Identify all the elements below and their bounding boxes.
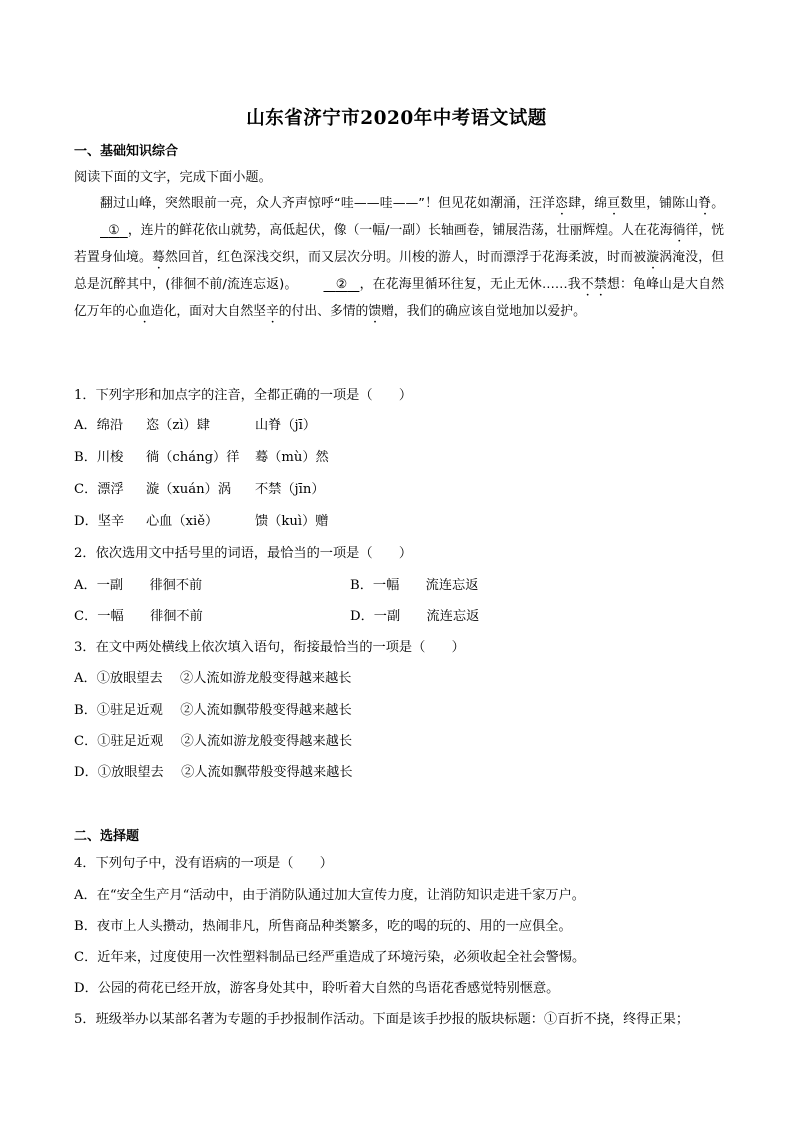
- passage-text: 涡淹没，但总是沉醉其中，(徘徊不前/流连忘返)。: [74, 250, 725, 292]
- dotted-char: 恣: [555, 196, 569, 211]
- question-1-stem: 1．下列字形和加点字的注音，全都正确的一项是（ ）: [74, 388, 413, 403]
- q4-option-c: C．近年来，过度使用一次性塑料制品已经严重造成了环境污染，必须收起全社会警惕。: [74, 950, 586, 965]
- q2-option-c: C．一幅 徘徊不前: [74, 609, 203, 624]
- passage-text: 数里，铺陈山: [620, 196, 699, 211]
- passage-text: ，在花海里循环往复，无止无休……我: [359, 277, 581, 292]
- q1-option-b-label: B．川梭: [74, 450, 124, 465]
- q3-option-d: D．①放眼望去 ②人流如飘带般变得越来越长: [74, 765, 353, 780]
- q1-option-a-item2: 恣（zì）肆: [146, 418, 210, 433]
- question-3-stem: 3．在文中两处横线上依次填入语句，衔接最恰当的一项是（ ）: [74, 640, 465, 655]
- q1-option-c-item2: 漩（xuán）涡: [146, 482, 232, 497]
- q1-option-d-item3: 馈（kuì）赠: [255, 514, 329, 529]
- q3-option-a: A．①放眼望去 ②人流如游龙般变得越来越长: [74, 671, 352, 686]
- dotted-char: 血: [137, 304, 151, 319]
- section-heading-basic: 一、基础知识综合: [74, 144, 179, 159]
- dotted-char: 脊: [698, 196, 712, 211]
- dotted-char: 亘: [607, 196, 621, 211]
- question-2-stem: 2．依次选用文中括号里的词语，最恰当的一项是（ ）: [74, 546, 413, 561]
- q3-option-b: B．①驻足近观 ②人流如飘带般变得越来越长: [74, 703, 352, 718]
- passage-text: 造化，面对大自然坚: [150, 304, 266, 319]
- reading-instruction: 阅读下面的文字，完成下面小题。: [74, 170, 272, 185]
- q3-option-c: C．①驻足近观 ②人流如游龙般变得越来越长: [74, 734, 353, 749]
- blank-1: ①: [108, 223, 120, 238]
- dotted-char: 馈: [368, 304, 382, 319]
- q2-option-a: A．一副 徘徊不前: [74, 578, 203, 593]
- passage-text: 想：龟峰山是大自然亿万年的心: [74, 277, 725, 319]
- q1-option-c-item3: 不禁（jīn）: [255, 482, 325, 497]
- q1-option-d-item2: 心血（xiě）: [146, 514, 219, 529]
- dotted-char: 不禁: [580, 277, 607, 292]
- dotted-char: 辛: [265, 304, 279, 319]
- q2-option-b: B．一幅 流连忘返: [350, 578, 479, 593]
- q4-option-d: D．公园的荷花已经开放，游客身处其中，聆听着大自然的鸟语花香感觉特别惬意。: [74, 981, 560, 996]
- passage-text: 。: [711, 196, 725, 211]
- question-5-stem: 5．班级举办以某部名著为专题的手抄报制作活动。下面是该手抄报的版块标题：①百折不挠，终得正果；: [74, 1012, 690, 1027]
- reading-passage: [74, 191, 724, 326]
- q1-option-d-label: D．坚辛: [74, 514, 125, 529]
- passage-text: 肆，绵: [568, 196, 608, 211]
- dotted-char: 徜: [672, 223, 686, 238]
- passage-text: 的付出、多情的: [278, 304, 369, 319]
- q4-option-a: A．在“安全生产月“活动中，由于消防队通过加大宣传力度，让消防知识走进千家万户。: [74, 888, 585, 903]
- passage-paragraph: [74, 191, 724, 326]
- blank-2: ②: [335, 277, 348, 292]
- passage-text: 徉，恍若置身仙境。: [74, 223, 725, 265]
- passage-text: 然回首，红色深浅交织，而又层次分明。川梭的游人，时而漂浮于花海柔波，时而被: [165, 250, 647, 265]
- q1-option-b-item2: 徜（cháng）徉: [146, 450, 240, 465]
- section-heading-choice: 二、选择题: [74, 829, 140, 844]
- q1-option-c-label: C．漂浮: [74, 482, 124, 497]
- passage-text: ，连片的鲜花依山就势，高低起伏，像（一幅/一副）长轴画卷，铺展浩荡，壮丽辉煌。人在花海: [127, 223, 673, 238]
- q1-option-a-label: A．绵沿: [74, 418, 124, 433]
- passage-text: 赠，我们的确应该自觉地加以爱护。: [381, 304, 586, 319]
- dotted-char: 蓦: [152, 250, 166, 265]
- q1-option-b-item3: 蓦（mù）然: [255, 450, 329, 465]
- page-title: 山东省济宁市2020年中考语文试题: [246, 108, 547, 129]
- passage-text: 翻过山峰，突然眼前一亮，众人齐声惊呼“哇——哇——”！但见花如潮涌，汪洋: [100, 196, 556, 211]
- question-4-stem: 4．下列句子中，没有语病的一项是（ ）: [74, 856, 333, 871]
- dotted-char: 漩: [646, 250, 660, 265]
- q4-option-b: B．夜市上人头攒动，热闹非凡，所售商品种类繁多，吃的喝的玩的、用的一应俱全。: [74, 919, 572, 934]
- q1-option-a-item3: 山脊（jī）: [255, 418, 317, 433]
- q2-option-d: D．一副 流连忘返: [350, 609, 480, 624]
